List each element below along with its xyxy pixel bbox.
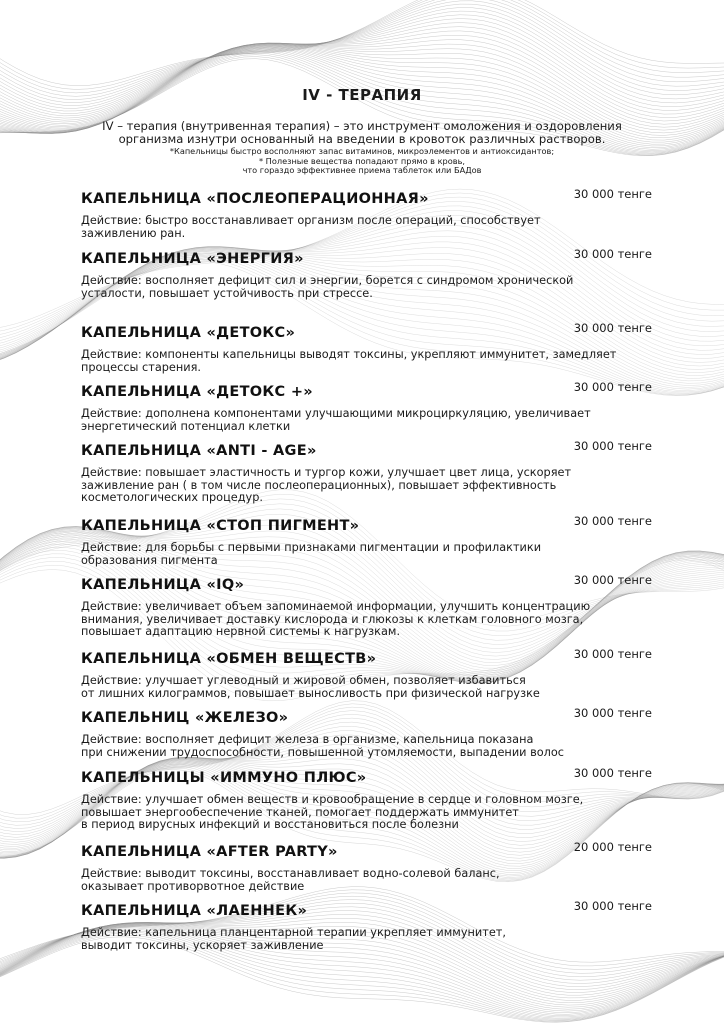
service-description [81, 349, 641, 374]
service-description [81, 601, 641, 639]
service-item [81, 514, 656, 567]
description-line: Действие: повышает эластичность и тургор кожи, улучшает цвет лица, ускоряет [81, 466, 572, 479]
description-line: оказывает противорвотное действие [81, 879, 305, 893]
service-price: 30 000 тенге [573, 899, 652, 913]
service-item [81, 187, 656, 240]
service-description [81, 734, 641, 759]
description-line: в период вирусных инфекций и восстановиться после болезни [81, 818, 459, 831]
service-description [81, 542, 641, 567]
description-line: Действие: восполняет дефицит железа в организме, капельница показана [81, 733, 534, 746]
service-item [81, 647, 656, 700]
page-title: IV - ТЕРАПИЯ [302, 86, 422, 104]
service-name: КАПЕЛЬНИЦА «СТОП ПИГМЕНТ» [81, 518, 360, 534]
service-price: 30 000 тенге [573, 573, 652, 587]
service-price: 30 000 тенге [573, 514, 652, 528]
service-description [81, 794, 641, 832]
service-name: КАПЕЛЬНИЦА «ЛАЕННЕК» [81, 903, 308, 919]
service-name: КАПЕЛЬНИЦА «ПОСЛЕОПЕРАЦИОННАЯ» [81, 191, 429, 207]
intro-note: *Капельницы быстро восполняют запас витаминов, микроэлементов и антиоксидантов; [169, 146, 555, 156]
service-price: 30 000 тенге [573, 647, 652, 661]
description-line: Действие: дополнена компонентами улучшающими микроциркуляцию, увеличивает [81, 407, 591, 420]
service-name: КАПЕЛЬНИЦ «ЖЕЛЕЗО» [81, 710, 289, 726]
description-line: повышает адаптацию нервной системы к нагрузкам. [81, 625, 401, 638]
description-line: Действие: улучшает обмен веществ и кровообращение в сердце и головном мозге, [81, 793, 584, 806]
service-price: 30 000 тенге [573, 706, 652, 720]
service-price: 30 000 тенге [573, 439, 652, 453]
service-description [81, 215, 641, 240]
description-line: при снижении трудоспособности, повышенной утомляемости, выпадении волос [81, 745, 565, 759]
description-line: выводит токсины, ускоряет заживление [81, 938, 324, 952]
description-line: заживление ран ( в том числе послеоперационных), повышает эффективность [81, 478, 557, 492]
description-line: Действие: восполняет дефицит сил и энергии, борется с синдромом хронической [81, 274, 574, 287]
service-description [81, 675, 641, 700]
service-price: 20 000 тенге [573, 840, 652, 854]
intro-note: что гораздо эффективнее приема таблеток или БАДов [242, 165, 482, 175]
service-item [81, 766, 656, 832]
description-line: Действие: улучшает углеводный и жировой обмен, позволяет избавиться [81, 674, 526, 687]
description-line: Действие: увеличивает объем запоминаемой информации, улучшить концентрацию [81, 600, 591, 613]
description-line: косметологических процедур. [81, 491, 263, 504]
service-name: КАПЕЛЬНИЦА «ЭНЕРГИЯ» [81, 251, 304, 267]
description-line: Действие: компоненты капельницы выводят токсины, укрепляют иммунитет, замедляет [81, 348, 617, 361]
intro-line: IV – терапия (внутривенная терапия) – это инструмент омоложения и оздоровления [102, 119, 622, 133]
service-item [81, 380, 656, 433]
description-line: усталости, повышает устойчивость при стрессе. [81, 286, 373, 300]
intro-text [60, 120, 664, 146]
service-price: 30 000 тенге [573, 766, 652, 780]
description-line: Действие: капельница планцентарной терапии укрепляет иммунитет, [81, 926, 506, 939]
service-description [81, 275, 641, 300]
service-name: КАПЕЛЬНИЦА «ОБМЕН ВЕЩЕСТВ» [81, 651, 377, 667]
service-item [81, 573, 656, 639]
service-name: КАПЕЛЬНИЦА «ANTI - AGE» [81, 443, 317, 459]
service-item [81, 840, 656, 893]
service-description [81, 408, 641, 433]
description-line: образования пигмента [81, 553, 218, 567]
description-line: заживлению ран. [81, 226, 186, 240]
service-name: КАПЕЛЬНИЦА «ДЕТОКС» [81, 325, 296, 341]
service-name: КАПЕЛЬНИЦА «AFTER PARTY» [81, 844, 338, 860]
description-line: внимания, увеличивает доставку кислорода и глюкозы к клеткам головного мозга, [81, 612, 584, 626]
service-item [81, 899, 656, 952]
service-name: КАПЕЛЬНИЦА «ДЕТОКС +» [81, 384, 313, 400]
service-item [81, 706, 656, 759]
description-line: Действие: для борьбы с первыми признаками пигментации и профилактики [81, 541, 542, 554]
description-line: от лишних килограммов, повышает выносливость при физической нагрузке [81, 686, 540, 700]
service-description [81, 467, 641, 505]
service-name: КАПЕЛЬНИЦА «IQ» [81, 577, 245, 593]
service-item [81, 439, 656, 505]
service-description [81, 868, 641, 893]
description-line: Действие: быстро восстанавливает организм после операций, способствует [81, 214, 541, 227]
description-line: Действие: выводит токсины, восстанавливает водно-солевой баланс, [81, 867, 500, 880]
service-description [81, 927, 641, 952]
description-line: повышает энергообеспечение тканей, помогает поддержать иммунитет [81, 805, 519, 819]
service-item [81, 321, 656, 374]
service-price: 30 000 тенге [573, 321, 652, 335]
service-name: КАПЕЛЬНИЦЫ «ИММУНО ПЛЮС» [81, 770, 367, 786]
service-item [81, 247, 656, 300]
service-price: 30 000 тенге [573, 247, 652, 261]
intro-line: организма изнутри основанный на введении в кровоток различных растворов. [118, 132, 606, 146]
description-line: процессы старения. [81, 360, 201, 374]
service-price: 30 000 тенге [573, 187, 652, 201]
service-price: 30 000 тенге [573, 380, 652, 394]
intro-note: * Полезные вещества попадают прямо в кровь, [258, 156, 466, 166]
description-line: энергетический потенциал клетки [81, 419, 291, 433]
